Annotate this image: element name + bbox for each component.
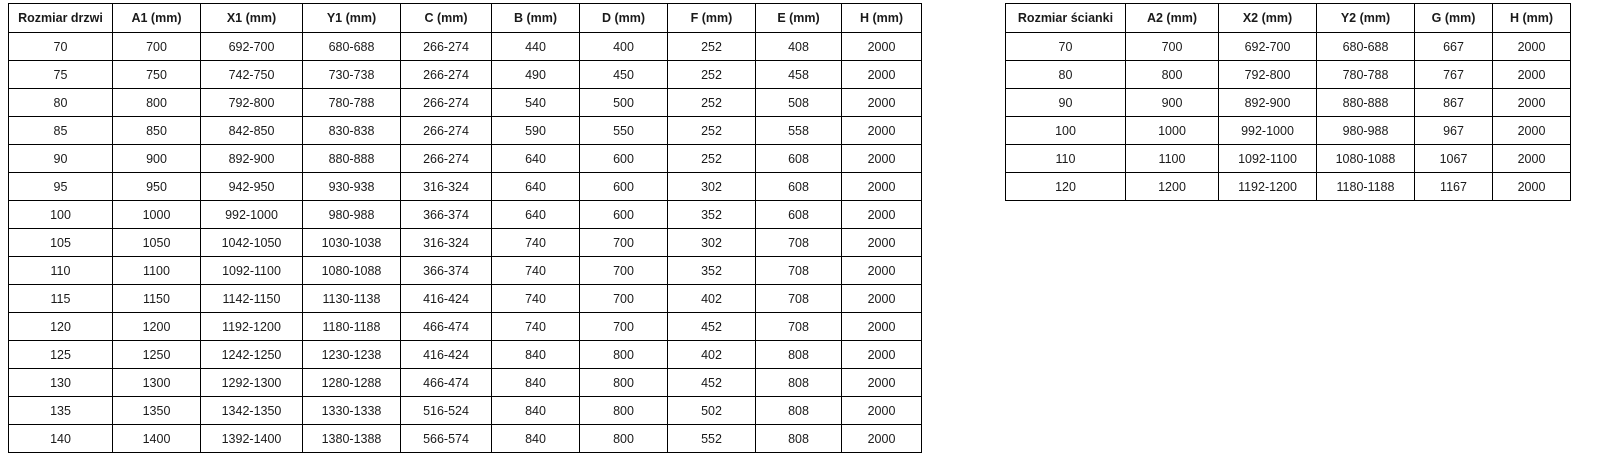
column-header: Y2 (mm): [1317, 4, 1415, 33]
table-cell: 867: [1415, 89, 1493, 117]
table-cell: 1300: [113, 369, 201, 397]
column-header: B (mm): [492, 4, 580, 33]
table-cell: 2000: [842, 257, 922, 285]
table-cell: 402: [668, 341, 756, 369]
table-cell: 1400: [113, 425, 201, 453]
table-cell: 1092-1100: [201, 257, 303, 285]
walls-dimensions-table-container: [1005, 3, 1571, 201]
table-cell: 105: [9, 229, 113, 257]
table-cell: 1192-1200: [1219, 173, 1317, 201]
table-cell: 2000: [842, 229, 922, 257]
table-cell: 1380-1388: [303, 425, 401, 453]
table-cell: 1000: [1126, 117, 1219, 145]
table-cell: 808: [756, 341, 842, 369]
column-header: G (mm): [1415, 4, 1493, 33]
table-cell: 742-750: [201, 61, 303, 89]
table-cell: 950: [113, 173, 201, 201]
table-cell: 1392-1400: [201, 425, 303, 453]
table-cell: 408: [756, 33, 842, 61]
column-header: X2 (mm): [1219, 4, 1317, 33]
table-cell: 490: [492, 61, 580, 89]
table-cell: 80: [1006, 61, 1126, 89]
table-cell: 450: [580, 61, 668, 89]
table-cell: 740: [492, 285, 580, 313]
table-cell: 558: [756, 117, 842, 145]
table-cell: 2000: [1493, 61, 1571, 89]
table-cell: 700: [1126, 33, 1219, 61]
table-cell: 1030-1038: [303, 229, 401, 257]
table-cell: 792-800: [201, 89, 303, 117]
walls-table-body: [1006, 33, 1571, 201]
column-header: E (mm): [756, 4, 842, 33]
table-cell: 540: [492, 89, 580, 117]
table-cell: 1180-1188: [1317, 173, 1415, 201]
table-cell: 1350: [113, 397, 201, 425]
table-cell: 466-474: [401, 369, 492, 397]
walls-dimensions-table: [1005, 3, 1571, 201]
table-cell: 1080-1088: [1317, 145, 1415, 173]
table-cell: 110: [1006, 145, 1126, 173]
table-cell: 266-274: [401, 61, 492, 89]
table-cell: 708: [756, 285, 842, 313]
table-cell: 2000: [842, 89, 922, 117]
table-cell: 1000: [113, 201, 201, 229]
table-cell: 640: [492, 201, 580, 229]
walls-table-header: [1006, 4, 1571, 33]
table-cell: 692-700: [1219, 33, 1317, 61]
table-cell: 1200: [1126, 173, 1219, 201]
table-cell: 2000: [1493, 89, 1571, 117]
table-cell: 70: [1006, 33, 1126, 61]
table-cell: 767: [1415, 61, 1493, 89]
table-cell: 400: [580, 33, 668, 61]
table-row: [9, 201, 922, 229]
table-cell: 2000: [842, 145, 922, 173]
table-cell: 792-800: [1219, 61, 1317, 89]
table-row: [1006, 61, 1571, 89]
table-cell: 700: [580, 257, 668, 285]
table-cell: 416-424: [401, 341, 492, 369]
table-row: [1006, 33, 1571, 61]
table-cell: 700: [580, 313, 668, 341]
table-cell: 780-788: [303, 89, 401, 117]
column-header: Rozmiar drzwi: [9, 4, 113, 33]
table-cell: 402: [668, 285, 756, 313]
table-cell: 992-1000: [201, 201, 303, 229]
table-cell: 700: [113, 33, 201, 61]
table-cell: 2000: [842, 33, 922, 61]
table-cell: 352: [668, 257, 756, 285]
table-cell: 2000: [842, 285, 922, 313]
table-cell: 316-324: [401, 229, 492, 257]
table-cell: 808: [756, 369, 842, 397]
table-cell: 942-950: [201, 173, 303, 201]
table-cell: 266-274: [401, 89, 492, 117]
table-cell: 502: [668, 397, 756, 425]
table-cell: 1192-1200: [201, 313, 303, 341]
table-cell: 90: [9, 145, 113, 173]
column-header: C (mm): [401, 4, 492, 33]
table-cell: 2000: [1493, 117, 1571, 145]
table-cell: 680-688: [303, 33, 401, 61]
table-cell: 980-988: [1317, 117, 1415, 145]
table-cell: 640: [492, 173, 580, 201]
table-row: [9, 117, 922, 145]
table-cell: 466-474: [401, 313, 492, 341]
table-cell: 266-274: [401, 145, 492, 173]
table-cell: 980-988: [303, 201, 401, 229]
table-cell: 115: [9, 285, 113, 313]
table-cell: 1200: [113, 313, 201, 341]
table-row: [9, 33, 922, 61]
table-cell: 266-274: [401, 33, 492, 61]
table-cell: 2000: [842, 425, 922, 453]
table-cell: 800: [580, 397, 668, 425]
table-cell: 708: [756, 257, 842, 285]
table-cell: 252: [668, 89, 756, 117]
table-cell: 892-900: [1219, 89, 1317, 117]
table-cell: 1050: [113, 229, 201, 257]
table-cell: 95: [9, 173, 113, 201]
doors-table-body: [9, 33, 922, 453]
table-cell: 140: [9, 425, 113, 453]
table-row: [9, 229, 922, 257]
table-row: [9, 397, 922, 425]
table-cell: 352: [668, 201, 756, 229]
column-header: H (mm): [1493, 4, 1571, 33]
table-cell: 1142-1150: [201, 285, 303, 313]
table-cell: 452: [668, 369, 756, 397]
table-cell: 930-938: [303, 173, 401, 201]
table-cell: 750: [113, 61, 201, 89]
column-header: A2 (mm): [1126, 4, 1219, 33]
table-cell: 850: [113, 117, 201, 145]
table-cell: 800: [580, 369, 668, 397]
table-row: [9, 425, 922, 453]
table-cell: 1092-1100: [1219, 145, 1317, 173]
table-cell: 366-374: [401, 257, 492, 285]
table-cell: 2000: [842, 117, 922, 145]
table-cell: 680-688: [1317, 33, 1415, 61]
table-cell: 1100: [1126, 145, 1219, 173]
table-cell: 600: [580, 201, 668, 229]
table-cell: 508: [756, 89, 842, 117]
table-cell: 780-788: [1317, 61, 1415, 89]
doors-table-header: [9, 4, 922, 33]
table-cell: 1242-1250: [201, 341, 303, 369]
table-row: [9, 173, 922, 201]
table-cell: 967: [1415, 117, 1493, 145]
table-cell: 808: [756, 397, 842, 425]
table-row: [1006, 117, 1571, 145]
table-cell: 842-850: [201, 117, 303, 145]
table-row: [9, 369, 922, 397]
table-cell: 1167: [1415, 173, 1493, 201]
table-cell: 80: [9, 89, 113, 117]
table-cell: 800: [113, 89, 201, 117]
table-cell: 840: [492, 397, 580, 425]
table-cell: 2000: [1493, 33, 1571, 61]
table-cell: 1150: [113, 285, 201, 313]
table-cell: 302: [668, 173, 756, 201]
table-cell: 1280-1288: [303, 369, 401, 397]
table-cell: 1180-1188: [303, 313, 401, 341]
table-cell: 70: [9, 33, 113, 61]
table-cell: 90: [1006, 89, 1126, 117]
table-cell: 452: [668, 313, 756, 341]
column-header: A1 (mm): [113, 4, 201, 33]
table-cell: 135: [9, 397, 113, 425]
table-cell: 552: [668, 425, 756, 453]
table-cell: 880-888: [303, 145, 401, 173]
table-cell: 708: [756, 229, 842, 257]
table-cell: 608: [756, 145, 842, 173]
table-cell: 2000: [842, 341, 922, 369]
table-cell: 740: [492, 257, 580, 285]
table-cell: 252: [668, 33, 756, 61]
column-header: F (mm): [668, 4, 756, 33]
table-cell: 1330-1338: [303, 397, 401, 425]
table-cell: 120: [9, 313, 113, 341]
table-cell: 2000: [842, 201, 922, 229]
table-row: [9, 145, 922, 173]
table-cell: 808: [756, 425, 842, 453]
table-row: [9, 313, 922, 341]
table-cell: 840: [492, 425, 580, 453]
column-header: D (mm): [580, 4, 668, 33]
table-cell: 550: [580, 117, 668, 145]
table-cell: 1080-1088: [303, 257, 401, 285]
table-cell: 252: [668, 61, 756, 89]
column-header: Y1 (mm): [303, 4, 401, 33]
table-cell: 316-324: [401, 173, 492, 201]
table-cell: 640: [492, 145, 580, 173]
table-cell: 900: [1126, 89, 1219, 117]
table-cell: 130: [9, 369, 113, 397]
table-row: [9, 257, 922, 285]
table-header-row: [9, 4, 922, 33]
table-cell: 2000: [842, 313, 922, 341]
table-cell: 110: [9, 257, 113, 285]
table-cell: 1100: [113, 257, 201, 285]
table-row: [9, 285, 922, 313]
table-cell: 1342-1350: [201, 397, 303, 425]
table-cell: 2000: [1493, 173, 1571, 201]
table-cell: 100: [1006, 117, 1126, 145]
table-cell: 692-700: [201, 33, 303, 61]
table-cell: 2000: [842, 173, 922, 201]
table-cell: 125: [9, 341, 113, 369]
table-cell: 800: [1126, 61, 1219, 89]
table-cell: 120: [1006, 173, 1126, 201]
table-cell: 266-274: [401, 117, 492, 145]
table-cell: 440: [492, 33, 580, 61]
table-cell: 366-374: [401, 201, 492, 229]
table-cell: 740: [492, 229, 580, 257]
table-cell: 416-424: [401, 285, 492, 313]
column-header: X1 (mm): [201, 4, 303, 33]
table-row: [1006, 145, 1571, 173]
column-header: Rozmiar ścianki: [1006, 4, 1126, 33]
table-cell: 2000: [842, 61, 922, 89]
table-cell: 700: [580, 285, 668, 313]
doors-dimensions-table-container: [8, 3, 922, 453]
table-cell: 1067: [1415, 145, 1493, 173]
table-cell: 600: [580, 173, 668, 201]
table-cell: 992-1000: [1219, 117, 1317, 145]
table-cell: 880-888: [1317, 89, 1415, 117]
table-row: [1006, 89, 1571, 117]
table-cell: 1250: [113, 341, 201, 369]
table-cell: 900: [113, 145, 201, 173]
table-cell: 458: [756, 61, 842, 89]
table-cell: 840: [492, 369, 580, 397]
table-cell: 75: [9, 61, 113, 89]
table-cell: 1130-1138: [303, 285, 401, 313]
table-row: [1006, 173, 1571, 201]
table-row: [9, 89, 922, 117]
table-cell: 730-738: [303, 61, 401, 89]
table-cell: 500: [580, 89, 668, 117]
table-cell: 800: [580, 425, 668, 453]
table-row: [9, 61, 922, 89]
table-cell: 1042-1050: [201, 229, 303, 257]
table-row: [9, 341, 922, 369]
table-cell: 566-574: [401, 425, 492, 453]
table-cell: 1230-1238: [303, 341, 401, 369]
table-cell: 608: [756, 201, 842, 229]
column-header: H (mm): [842, 4, 922, 33]
table-cell: 608: [756, 173, 842, 201]
table-cell: 252: [668, 117, 756, 145]
table-cell: 700: [580, 229, 668, 257]
doors-dimensions-table: [8, 3, 922, 453]
table-cell: 252: [668, 145, 756, 173]
table-cell: 2000: [842, 369, 922, 397]
table-cell: 740: [492, 313, 580, 341]
table-cell: 708: [756, 313, 842, 341]
table-cell: 516-524: [401, 397, 492, 425]
table-cell: 2000: [1493, 145, 1571, 173]
table-cell: 85: [9, 117, 113, 145]
table-cell: 1292-1300: [201, 369, 303, 397]
table-cell: 600: [580, 145, 668, 173]
table-cell: 2000: [842, 397, 922, 425]
table-cell: 302: [668, 229, 756, 257]
table-cell: 100: [9, 201, 113, 229]
table-cell: 590: [492, 117, 580, 145]
table-cell: 892-900: [201, 145, 303, 173]
table-cell: 840: [492, 341, 580, 369]
table-cell: 800: [580, 341, 668, 369]
table-cell: 667: [1415, 33, 1493, 61]
table-cell: 830-838: [303, 117, 401, 145]
table-header-row: [1006, 4, 1571, 33]
